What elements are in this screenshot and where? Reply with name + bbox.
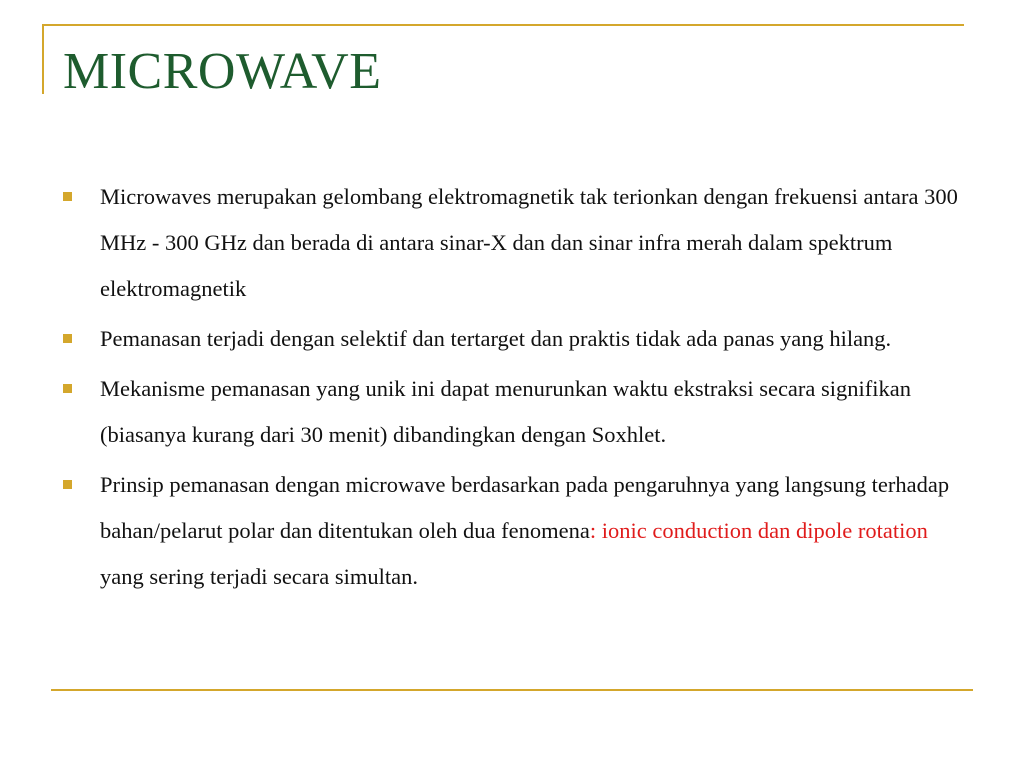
highlight-colon: : (589, 518, 597, 543)
frame-top-line (42, 24, 964, 26)
square-bullet-icon (63, 334, 72, 343)
bullet-list (62, 174, 967, 604)
slide-title: MICROWAVE (63, 43, 382, 100)
bullet-text: Mekanisme pemanasan yang unik ini dapat menurunkan waktu ekstraksi secara signifikan (biasanya kurang dari 30 menit) dibandingkan dengan Soxhlet. (100, 376, 912, 447)
bullet-text: Microwaves merupakan gelombang elektromagnetik tak terionkan dengan frekuensi antara 300 MHz - 300 GHz dan berada di antara sinar-X dan dan sinar infra merah dalam spektrum elektromagnetik (100, 184, 958, 301)
bullet-text-end: yang sering terjadi secara simultan. (100, 564, 419, 589)
highlight-text: ionic conduction dan dipole rotation (601, 518, 928, 543)
square-bullet-icon (63, 192, 72, 201)
bullet-item-2 (62, 316, 967, 362)
bullet-item-3 (62, 366, 967, 458)
square-bullet-icon (63, 384, 72, 393)
bullet-text: Pemanasan terjadi dengan selektif dan tertarget dan praktis tidak ada panas yang hilang. (100, 326, 892, 351)
bullet-item-1 (62, 174, 967, 312)
bullet-item-4 (62, 462, 967, 600)
square-bullet-icon (63, 480, 72, 489)
frame-bottom-line (51, 689, 973, 691)
bullet-text: Prinsip pemanasan dengan microwave berdasarkan pada pengaruhnya yang langsung terhadap bahan/pelarut polar dan ditentukan oleh dua fenomena (100, 472, 950, 543)
frame-left-line (42, 24, 44, 94)
